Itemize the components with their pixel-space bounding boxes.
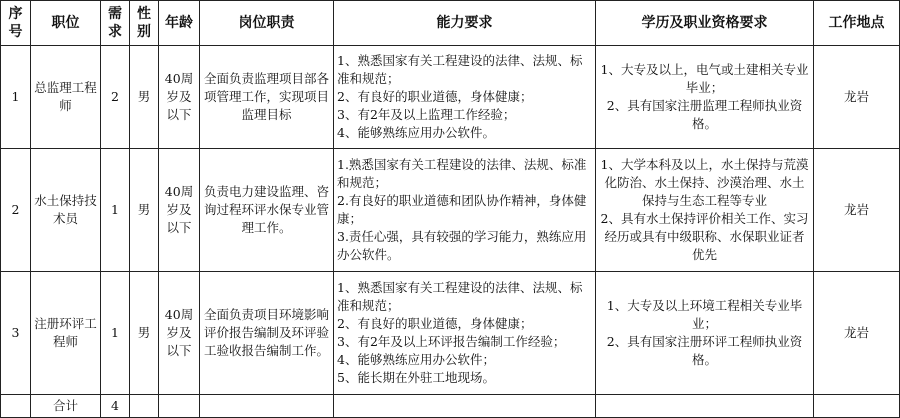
- qualification-line: 1、大学本科及以上，水土保持与荒漠化防治、水土保持、沙漠治理、水土保持与生态工程等专业: [600, 157, 809, 208]
- ability-line: 1、熟悉国家有关工程建设的法律、法规、标准和规范；: [337, 280, 583, 313]
- row-duties: 全面负责项目环境影响评价报告编制及环评验工验收报告编制工作。: [200, 272, 334, 395]
- row-age: 40周岁及以下: [159, 149, 200, 272]
- row-qualification: [596, 46, 814, 149]
- ability-line: 3、有2年及以上环评报告编制工作经验；: [337, 334, 566, 349]
- table-row: [1, 149, 900, 272]
- row-location: 龙岩: [814, 46, 900, 149]
- table-row: [1, 46, 900, 149]
- ability-line: 1.熟悉国家有关工程建设的法律、法规、标准和规范；: [337, 157, 587, 190]
- row-count: 1: [101, 272, 130, 395]
- total-label: 合计: [31, 395, 101, 418]
- ability-line: 3、有2年及以上监理工作经验；: [337, 107, 516, 122]
- ability-line: 4、能够熟练应用办公软件。: [337, 125, 495, 140]
- header-row: [1, 1, 900, 46]
- qualification-line: 2、具有水土保持评价相关工作、实习经历或具有中级职称、水保职业证者优先: [600, 211, 809, 262]
- qualification-line: 2、具有国家注册环评工程师执业资格。: [606, 334, 803, 367]
- ability-line: 2、有良好的职业道德，身体健康；: [337, 89, 533, 104]
- row-gender: 男: [130, 272, 159, 395]
- row-position: 总监理工程师: [31, 46, 101, 149]
- header-ability: 能力要求: [334, 1, 596, 46]
- row-duties: 全面负责监理项目部各项管理工作，实现项目监理目标: [200, 46, 334, 149]
- total-count: 4: [101, 395, 130, 418]
- header-gender: 性别: [130, 1, 159, 46]
- row-position: 水土保持技术员: [31, 149, 101, 272]
- row-age: 40周岁及以下: [159, 272, 200, 395]
- ability-line: 2.有良好的职业道德和团队协作精神，身体健康；: [337, 193, 587, 226]
- row-ability: [334, 272, 596, 395]
- header-seq: 序号: [1, 1, 31, 46]
- row-position: 注册环评工程师: [31, 272, 101, 395]
- row-ability: [334, 149, 596, 272]
- total-row: [1, 395, 900, 418]
- row-seq: 2: [1, 149, 31, 272]
- row-location: 龙岩: [814, 149, 900, 272]
- row-duties: 负责电力建设监理、咨询过程环评水保专业管理工作。: [200, 149, 334, 272]
- header-position: 职位: [31, 1, 101, 46]
- qualification-line: 1、大专及以上环境工程相关专业毕业；: [606, 298, 803, 331]
- header-count: 需求: [101, 1, 130, 46]
- header-age: 年龄: [159, 1, 200, 46]
- header-duties: 岗位职责: [200, 1, 334, 46]
- qualification-line: 2、具有国家注册监理工程师执业资格。: [606, 98, 803, 131]
- ability-line: 5、能长期在外驻工地现场。: [337, 370, 495, 385]
- row-count: 2: [101, 46, 130, 149]
- row-age: 40周岁及以下: [159, 46, 200, 149]
- ability-line: 1、熟悉国家有关工程建设的法律、法规、标准和规范；: [337, 53, 583, 86]
- table-row: [1, 272, 900, 395]
- ability-line: 3.责任心强，具有较强的学习能力，熟练应用办公软件。: [337, 229, 587, 262]
- row-gender: 男: [130, 46, 159, 149]
- header-location: 工作地点: [814, 1, 900, 46]
- qualification-line: 1、大专及以上，电气或土建相关专业毕业；: [600, 62, 809, 95]
- row-count: 1: [101, 149, 130, 272]
- row-seq: 1: [1, 46, 31, 149]
- row-ability: [334, 46, 596, 149]
- row-seq: 3: [1, 272, 31, 395]
- header-qualification: 学历及职业资格要求: [596, 1, 814, 46]
- ability-line: 2、有良好的职业道德，身体健康；: [337, 316, 533, 331]
- row-location: 龙岩: [814, 272, 900, 395]
- row-gender: 男: [130, 149, 159, 272]
- ability-line: 4、能够熟练应用办公软件；: [337, 352, 495, 367]
- row-qualification: [596, 272, 814, 395]
- row-qualification: [596, 149, 814, 272]
